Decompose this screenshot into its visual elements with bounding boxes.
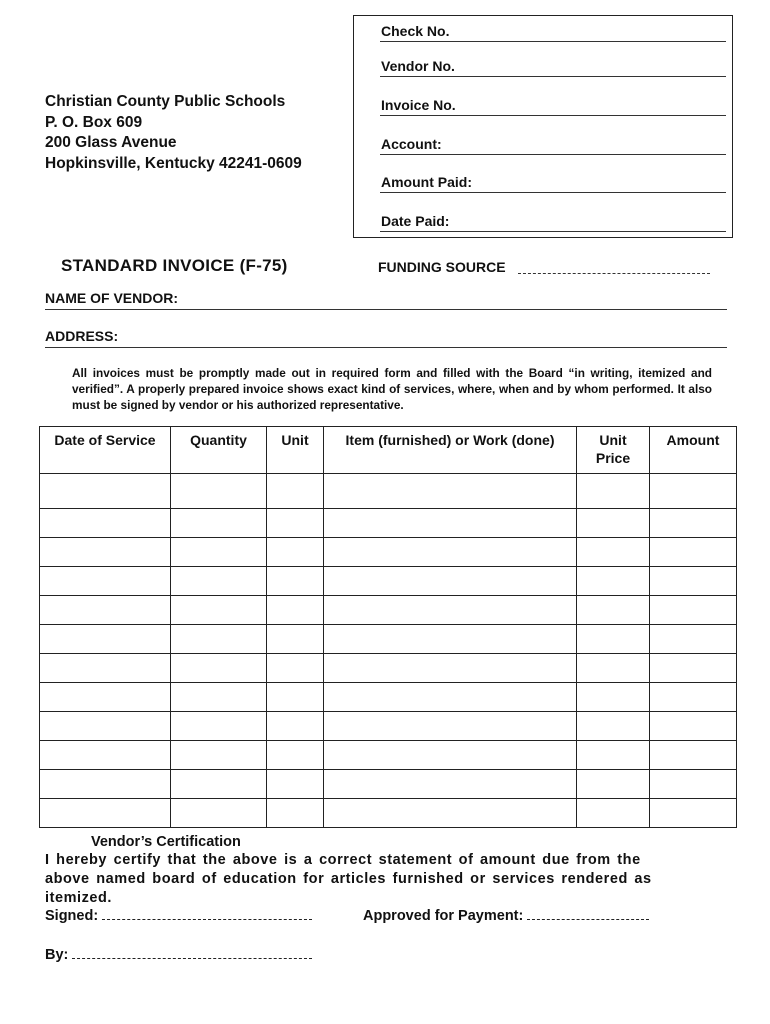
item-cell[interactable]	[324, 538, 577, 567]
invoice-items-table	[39, 426, 737, 828]
quantity-cell[interactable]	[171, 712, 267, 741]
table-row	[40, 596, 737, 625]
date-cell[interactable]	[40, 770, 171, 799]
organization-po-box: P. O. Box 609	[45, 113, 143, 131]
item-cell[interactable]	[324, 567, 577, 596]
unit-price-cell[interactable]	[577, 538, 650, 567]
vendor-address-field[interactable]	[45, 328, 727, 348]
item-cell[interactable]	[324, 741, 577, 770]
amount-cell[interactable]	[650, 567, 737, 596]
account-field[interactable]	[380, 133, 726, 155]
unit-price-cell[interactable]	[577, 596, 650, 625]
table-row	[40, 683, 737, 712]
certification-title: Vendor’s Certification	[91, 834, 241, 850]
item-cell[interactable]	[324, 474, 577, 509]
header-date-of-service: Date of Service	[40, 427, 171, 474]
header-unit-price-line1: Unit	[599, 432, 627, 448]
unit-cell[interactable]	[267, 799, 324, 828]
amount-paid-field[interactable]	[380, 171, 726, 193]
unit-cell[interactable]	[267, 625, 324, 654]
quantity-cell[interactable]	[171, 770, 267, 799]
instructions-text: All invoices must be promptly made out in required form and filled with the Board “in writing, itemized and verified”. A properly prepared invoice shows exact kind of services, where, when and by whom performed. It also must be signed by vendor or his authorized representative.	[72, 366, 712, 412]
date-cell[interactable]	[40, 799, 171, 828]
signed-label: Signed:	[45, 908, 99, 924]
unit-cell[interactable]	[267, 596, 324, 625]
date-cell[interactable]	[40, 596, 171, 625]
unit-price-cell[interactable]	[577, 625, 650, 654]
signature-field[interactable]	[102, 907, 312, 920]
vendor-name-field[interactable]	[45, 290, 727, 310]
certification-text: I hereby certify that the above is a correct statement of amount due from the above named board of education for articles furnished or services rendered as itemized.	[45, 852, 652, 906]
quantity-cell[interactable]	[171, 567, 267, 596]
unit-price-cell[interactable]	[577, 799, 650, 828]
quantity-cell[interactable]	[171, 654, 267, 683]
funding-source-label: FUNDING SOURCE	[378, 259, 506, 275]
table-header-row	[40, 427, 737, 474]
by-row	[45, 946, 312, 963]
quantity-cell[interactable]	[171, 474, 267, 509]
date-cell[interactable]	[40, 625, 171, 654]
vendor-no-label: Vendor No.	[381, 58, 455, 74]
date-cell[interactable]	[40, 538, 171, 567]
unit-cell[interactable]	[267, 538, 324, 567]
amount-cell[interactable]	[650, 799, 737, 828]
quantity-cell[interactable]	[171, 538, 267, 567]
organization-street: 200 Glass Avenue	[45, 134, 177, 151]
date-cell[interactable]	[40, 567, 171, 596]
table-row	[40, 538, 737, 567]
invoice-no-label: Invoice No.	[381, 97, 456, 113]
unit-price-cell[interactable]	[577, 567, 650, 596]
unit-price-cell[interactable]	[577, 712, 650, 741]
funding-source-field[interactable]	[518, 273, 710, 274]
unit-cell[interactable]	[267, 741, 324, 770]
amount-cell[interactable]	[650, 474, 737, 509]
table-row	[40, 654, 737, 683]
table-row	[40, 712, 737, 741]
date-cell[interactable]	[40, 654, 171, 683]
item-cell[interactable]	[324, 654, 577, 683]
table-row	[40, 770, 737, 799]
unit-cell[interactable]	[267, 770, 324, 799]
check-no-field[interactable]	[380, 20, 726, 42]
organization-city: Hopkinsville, Kentucky 42241-0609	[45, 154, 302, 172]
amount-cell[interactable]	[650, 625, 737, 654]
header-unit: Unit	[267, 427, 324, 474]
form-title: STANDARD INVOICE (F-75)	[61, 256, 288, 275]
unit-cell[interactable]	[267, 474, 324, 509]
unit-cell[interactable]	[267, 712, 324, 741]
quantity-cell[interactable]	[171, 799, 267, 828]
date-cell[interactable]	[40, 683, 171, 712]
amount-cell[interactable]	[650, 654, 737, 683]
vendor-name-label: NAME OF VENDOR:	[45, 290, 178, 306]
unit-cell[interactable]	[267, 654, 324, 683]
organization-name: Christian County Public Schools	[45, 93, 286, 110]
date-paid-field[interactable]	[380, 210, 726, 232]
amount-cell[interactable]	[650, 538, 737, 567]
table-row	[40, 741, 737, 770]
table-row	[40, 474, 737, 509]
item-cell[interactable]	[324, 625, 577, 654]
header-unit-price	[577, 427, 650, 474]
item-cell[interactable]	[324, 770, 577, 799]
date-cell[interactable]	[40, 712, 171, 741]
header-amount: Amount	[650, 427, 737, 474]
unit-price-cell[interactable]	[577, 509, 650, 538]
unit-price-cell[interactable]	[577, 474, 650, 509]
table-row	[40, 509, 737, 538]
table-row	[40, 567, 737, 596]
date-paid-label: Date Paid:	[381, 213, 450, 229]
amount-paid-label: Amount Paid:	[381, 174, 472, 190]
unit-price-cell[interactable]	[577, 770, 650, 799]
approved-row	[363, 907, 649, 924]
amount-cell[interactable]	[650, 683, 737, 712]
unit-cell[interactable]	[267, 509, 324, 538]
vendor-no-field[interactable]	[380, 55, 726, 77]
by-label: By:	[45, 947, 69, 963]
amount-cell[interactable]	[650, 509, 737, 538]
item-cell[interactable]	[324, 799, 577, 828]
unit-price-cell[interactable]	[577, 654, 650, 683]
unit-cell[interactable]	[267, 567, 324, 596]
header-unit-price-line2: Price	[595, 450, 631, 466]
unit-price-cell[interactable]	[577, 741, 650, 770]
item-cell[interactable]	[324, 509, 577, 538]
approved-for-payment-label: Approved for Payment:	[363, 908, 524, 924]
unit-price-cell[interactable]	[577, 683, 650, 712]
item-cell[interactable]	[324, 596, 577, 625]
date-cell[interactable]	[40, 474, 171, 509]
date-cell[interactable]	[40, 509, 171, 538]
approved-for-payment-field[interactable]	[527, 907, 649, 920]
quantity-cell[interactable]	[171, 509, 267, 538]
quantity-cell[interactable]	[171, 596, 267, 625]
vendor-address-label: ADDRESS:	[45, 328, 119, 344]
header-item: Item (furnished) or Work (done)	[324, 427, 577, 474]
amount-cell[interactable]	[650, 770, 737, 799]
header-quantity: Quantity	[171, 427, 267, 474]
signed-row	[45, 907, 312, 924]
account-label: Account:	[381, 136, 442, 152]
date-cell[interactable]	[40, 741, 171, 770]
table-row	[40, 799, 737, 828]
by-field[interactable]	[72, 946, 312, 959]
administrative-info-box	[353, 15, 733, 238]
item-cell[interactable]	[324, 712, 577, 741]
item-cell[interactable]	[324, 683, 577, 712]
amount-cell[interactable]	[650, 712, 737, 741]
quantity-cell[interactable]	[171, 741, 267, 770]
amount-cell[interactable]	[650, 596, 737, 625]
table-row	[40, 625, 737, 654]
quantity-cell[interactable]	[171, 683, 267, 712]
invoice-no-field[interactable]	[380, 94, 726, 116]
check-no-label: Check No.	[381, 23, 450, 39]
unit-cell[interactable]	[267, 683, 324, 712]
amount-cell[interactable]	[650, 741, 737, 770]
quantity-cell[interactable]	[171, 625, 267, 654]
organization-address	[45, 92, 302, 174]
